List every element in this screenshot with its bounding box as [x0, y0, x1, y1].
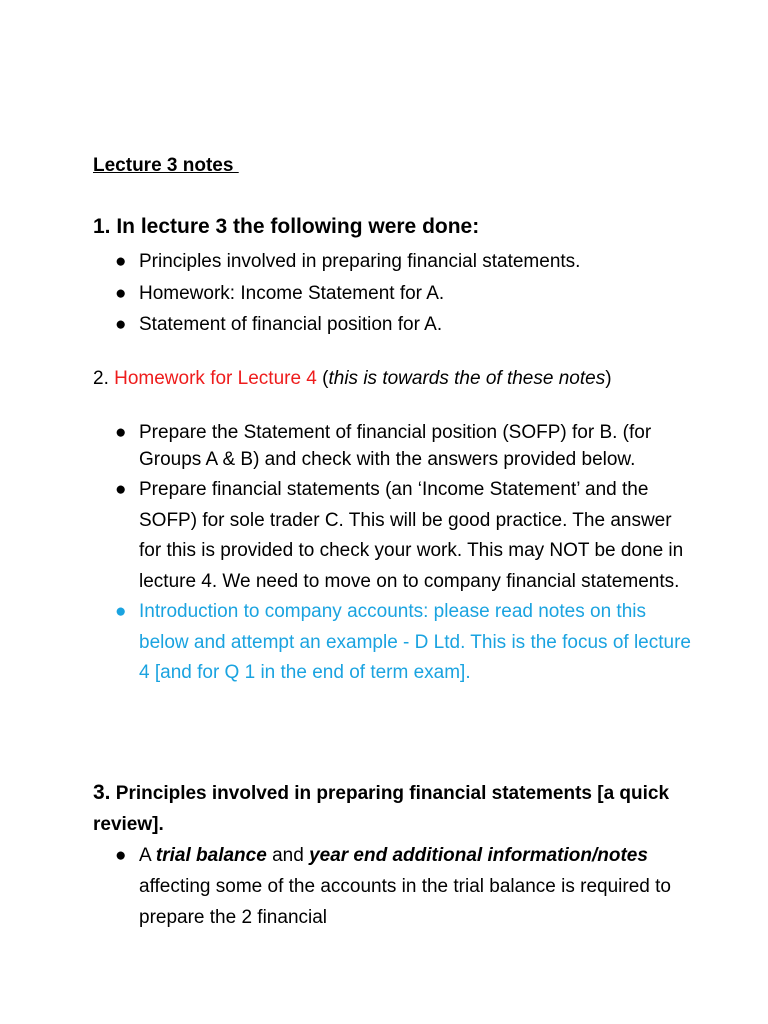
list-item-text: Principles involved in preparing financial statements.	[139, 251, 581, 272]
year-end-info-term: year end additional information/notes	[309, 845, 648, 866]
list-item	[93, 420, 693, 473]
homework-note: this is towards the of these notes	[328, 368, 606, 389]
list-item-text: Homework: Income Statement for A.	[139, 282, 445, 304]
paren-open: (	[316, 368, 329, 389]
list-item-text: Introduction to company accounts: please read notes on this below and attempt an example - D Ltd. This is the focus of lecture 4 [and for Q 1 in the end of term exam].	[139, 601, 691, 683]
list-item-text	[139, 845, 671, 928]
section-3-heading	[93, 777, 673, 840]
bullet-icon: ●	[115, 601, 127, 622]
bullet-icon: ●	[115, 479, 127, 500]
bullet-icon: ●	[115, 845, 127, 866]
section-2-heading	[93, 365, 653, 392]
section-3-title: Principles involved in preparing financial statements [a quick review].	[93, 783, 670, 835]
page-title: Lecture 3 notes	[93, 155, 239, 176]
bullet-icon: ●	[115, 282, 127, 304]
paren-close: )	[605, 368, 612, 389]
trial-balance-term: trial balance	[155, 845, 267, 866]
list-item	[93, 475, 693, 597]
bullet-icon: ●	[115, 251, 127, 272]
list-item	[93, 597, 693, 689]
section-3-list	[93, 840, 693, 933]
section-1-list	[93, 246, 693, 341]
text-run: and	[266, 845, 310, 866]
bullet-icon: ●	[115, 422, 127, 443]
section-2-number: 2.	[93, 368, 115, 389]
section-2-list	[93, 420, 693, 689]
list-item-text: Prepare the Statement of financial position (SOFP) for B. (for Groups A & B) and check with the answers provided below.	[139, 422, 652, 470]
section-1-heading: 1. In lecture 3 the following were done:	[93, 215, 480, 238]
homework-label: Homework for Lecture 4	[114, 368, 317, 389]
list-item	[93, 278, 693, 310]
list-item	[93, 840, 693, 933]
section-3-number: 3.	[93, 781, 111, 804]
list-item-text: Prepare financial statements (an ‘Income Statement’ and the SOFP) for sole trader C. This will be good practice. The answer for this is provided to check your work. This may NOT be done in lecture 4. We need to move on to company financial statements.	[139, 479, 684, 592]
list-item	[93, 246, 693, 278]
text-run: A	[139, 845, 156, 866]
bullet-icon: ●	[115, 314, 127, 335]
list-item-text: Statement of financial position for A.	[139, 314, 443, 335]
text-run: affecting some of the accounts in the trial balance is required to prepare the 2 financial	[139, 876, 671, 928]
list-item	[93, 309, 693, 341]
